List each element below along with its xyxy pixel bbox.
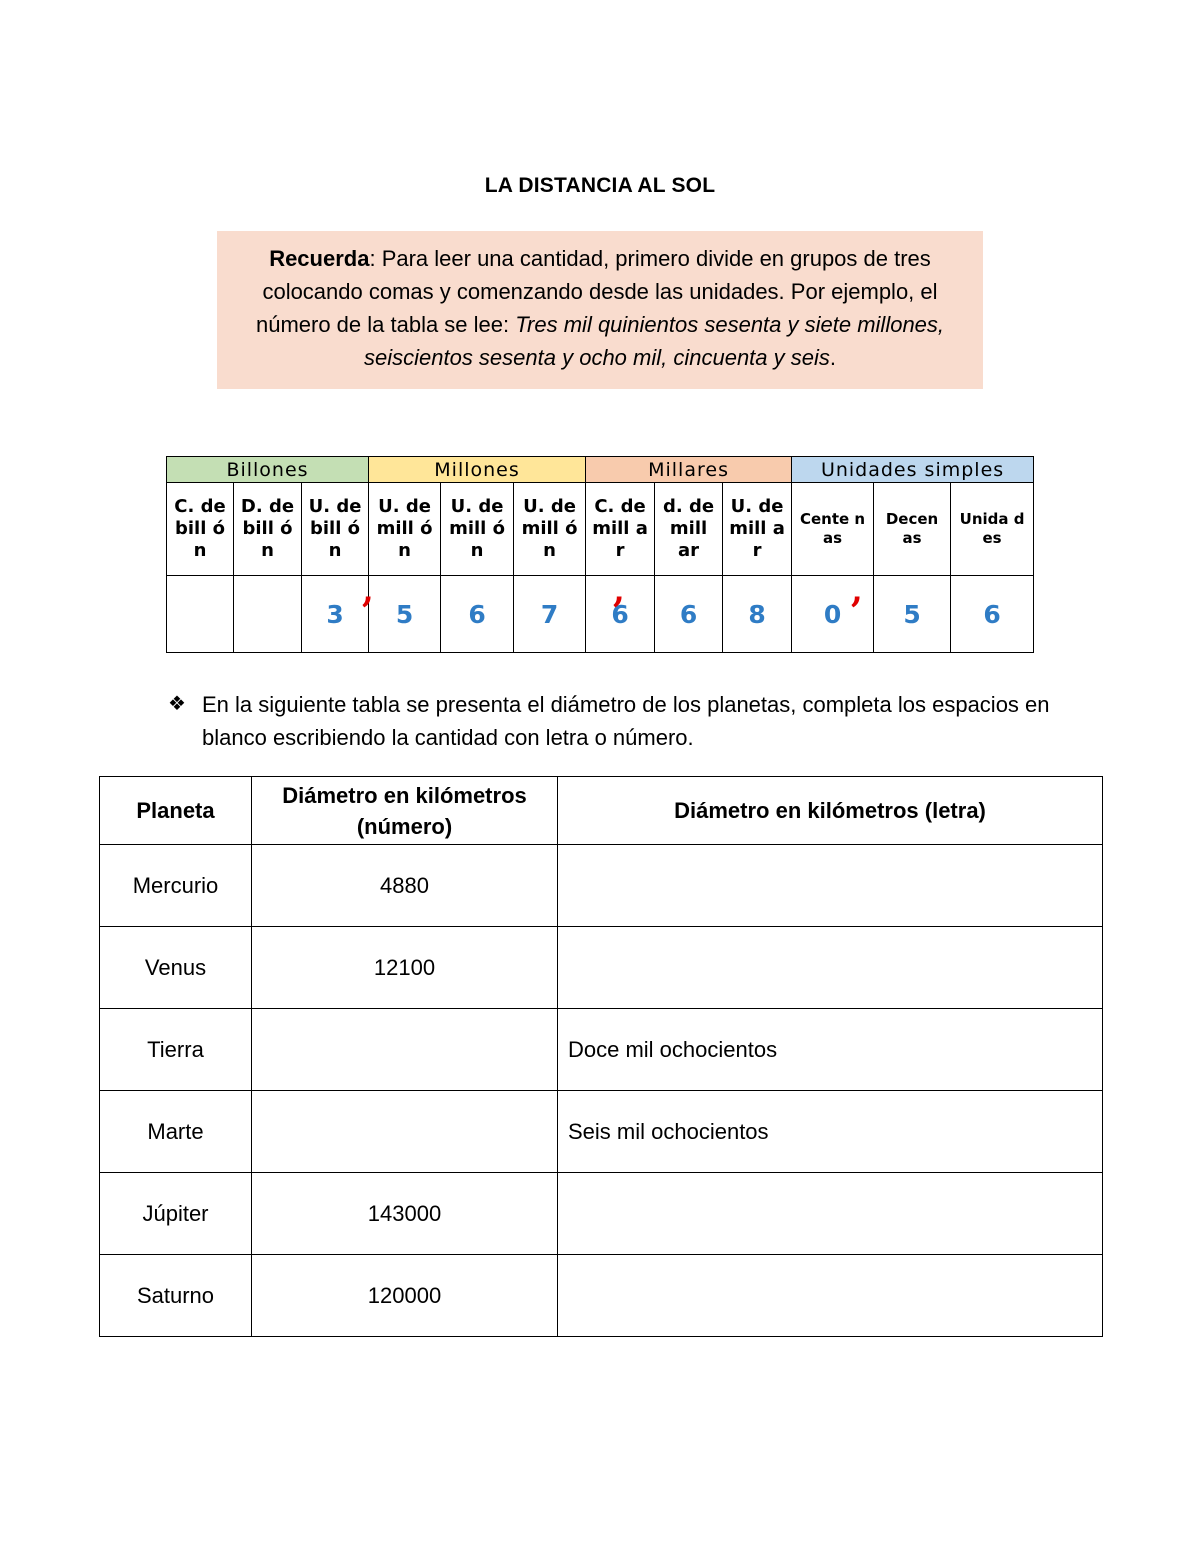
- place-label: D. de bill ón: [234, 483, 302, 576]
- diameter-letter[interactable]: [558, 1255, 1103, 1337]
- comma-mark: ,: [851, 571, 863, 611]
- diameter-number[interactable]: 120000: [252, 1255, 558, 1337]
- planets-table: [99, 776, 1103, 1337]
- diameter-number[interactable]: 143000: [252, 1173, 558, 1255]
- diameter-number[interactable]: [252, 1091, 558, 1173]
- place-digit: [167, 576, 234, 653]
- table-row: [100, 1091, 1103, 1173]
- diameter-letter[interactable]: Seis mil ochocientos: [558, 1091, 1103, 1173]
- header-numero: Diámetro en kilómetros (número): [252, 777, 558, 845]
- place-digit: 6: [951, 576, 1034, 653]
- place-label: U. de mill ar: [723, 483, 792, 576]
- place-digit: 6: [586, 576, 655, 653]
- place-label: U. de mill ón: [441, 483, 514, 576]
- diameter-number[interactable]: [252, 1009, 558, 1091]
- place-digit: 6: [655, 576, 723, 653]
- diameter-letter[interactable]: [558, 845, 1103, 927]
- table-row: [100, 1255, 1103, 1337]
- place-label: d. de mill ar: [655, 483, 723, 576]
- place-digit: 3: [302, 576, 369, 653]
- place-digit: 5: [874, 576, 951, 653]
- diameter-number[interactable]: 12100: [252, 927, 558, 1009]
- group-millares: Millares: [586, 457, 792, 483]
- instruction-text: En la siguiente tabla se presenta el diámetro de los planetas, completa los espacios en blanco escribiendo la cantidad con letra o número.: [202, 692, 1050, 750]
- place-label: Cente nas: [792, 483, 874, 576]
- reminder-example: Tres mil quinientos sesenta y siete millones, seiscientos sesenta y ocho mil, cincuenta y seis: [363, 312, 945, 370]
- table-row: [100, 845, 1103, 927]
- table-row: [100, 1009, 1103, 1091]
- place-label: U. de mill ón: [514, 483, 586, 576]
- place-label: U. de bill ón: [302, 483, 369, 576]
- header-letra: Diámetro en kilómetros (letra): [558, 777, 1103, 845]
- place-label: U. de mill ón: [369, 483, 441, 576]
- table-row: [100, 1173, 1103, 1255]
- reminder-box: [217, 231, 983, 389]
- diameter-letter[interactable]: [558, 927, 1103, 1009]
- group-unidades: Unidades simples: [792, 457, 1034, 483]
- bullet-icon: ❖: [168, 693, 186, 715]
- group-millones: Millones: [369, 457, 586, 483]
- place-value-table: [166, 456, 1034, 653]
- page-title: LA DISTANCIA AL SOL: [484, 174, 716, 197]
- place-label: Decen as: [874, 483, 951, 576]
- place-digit: 8: [723, 576, 792, 653]
- planet-name: Venus: [100, 927, 252, 1009]
- place-digit: 5: [369, 576, 441, 653]
- place-digit: 0: [792, 576, 874, 653]
- comma-mark: ,: [613, 571, 625, 611]
- diameter-letter[interactable]: [558, 1173, 1103, 1255]
- planet-name: Mercurio: [100, 845, 252, 927]
- reminder-text: : Para leer una cantidad, primero divide en grupos de tres colocando comas y comenzando desde las unidades. Por ejemplo, el número de la tabla se lee:: [255, 246, 938, 337]
- place-digit: [234, 576, 302, 653]
- place-label: C. de mill ar: [586, 483, 655, 576]
- place-label: C. de bill ón: [167, 483, 234, 576]
- diameter-letter[interactable]: Doce mil ochocientos: [558, 1009, 1103, 1091]
- planet-name: Tierra: [100, 1009, 252, 1091]
- place-label: Unida des: [951, 483, 1034, 576]
- planet-name: Marte: [100, 1091, 252, 1173]
- place-digit: 7: [514, 576, 586, 653]
- planet-name: Saturno: [100, 1255, 252, 1337]
- group-billones: Billones: [167, 457, 369, 483]
- header-planeta: Planeta: [100, 777, 252, 845]
- reminder-bold: Recuerda: [269, 246, 370, 271]
- reminder-end: .: [829, 345, 836, 370]
- place-digit: 6: [441, 576, 514, 653]
- comma-mark: ,: [362, 571, 374, 611]
- table-row: [100, 927, 1103, 1009]
- diameter-number[interactable]: 4880: [252, 845, 558, 927]
- planet-name: Júpiter: [100, 1173, 252, 1255]
